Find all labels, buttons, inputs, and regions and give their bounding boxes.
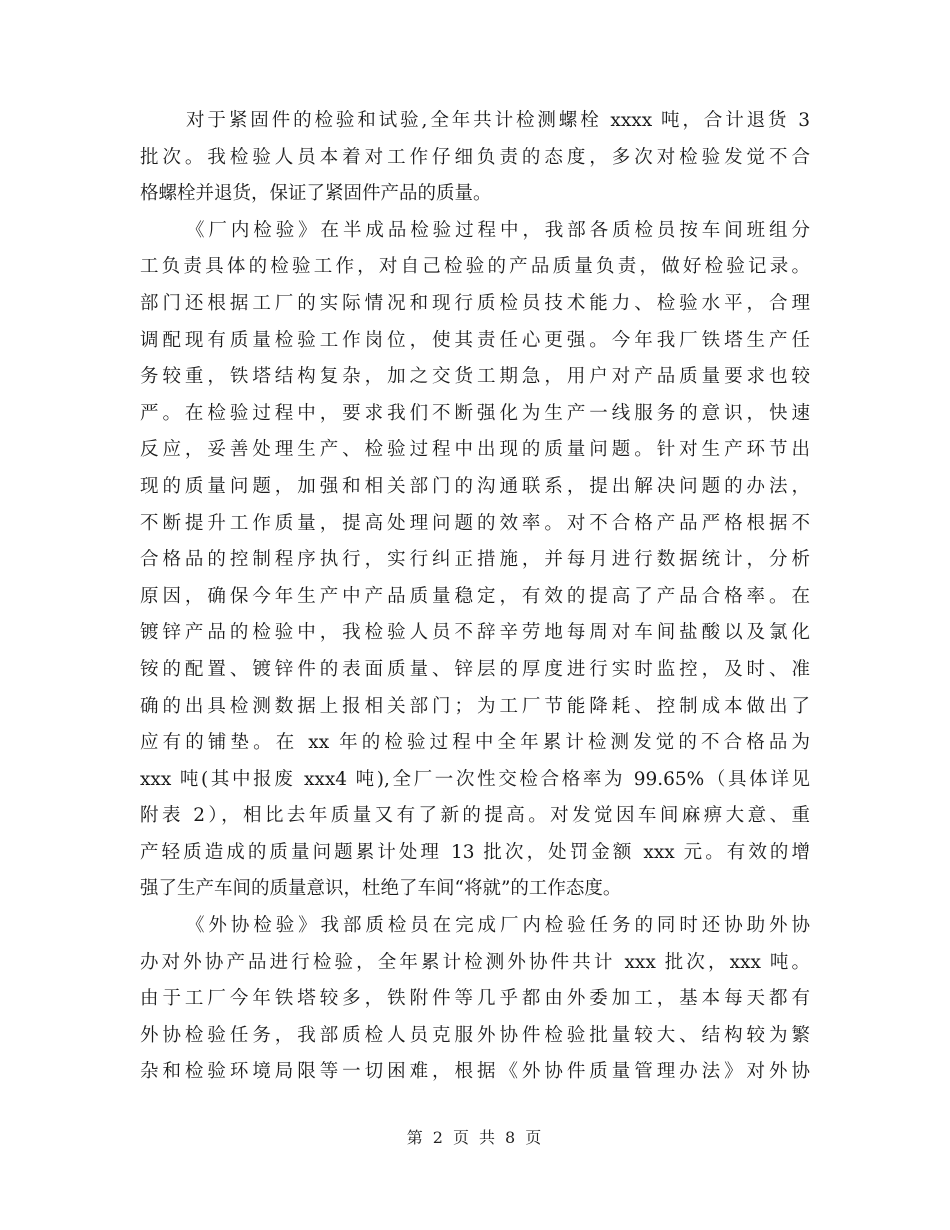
page-footer [0,1125,950,1148]
text-line: 对于紧固件的检验和试验,全年共计检测螺栓 xxxx 吨，合计退货 3 [186,110,810,131]
text-line: 外协检验任务，我部质检人员克服外协件检验批量较大、结构较为繁 [140,1024,810,1046]
text-line: 反应，妥善处理生产、检验过程中出现的质量问题。针对生产环节出 [140,439,810,461]
text-line: 合格品的控制程序执行，实行纠正措施，并每月进行数据统计，分析 [140,549,810,571]
text-line: 产轻质造成的质量问题累计处理 13 批次，处罚金额 xxx 元。有效的增 [140,841,810,863]
text-line: 务较重，铁塔结构复杂，加之交货工期急，用户对产品质量要求也较 [140,366,810,388]
text-line: 镀锌产品的检验中，我检验人员不辞辛劳地每周对车间盐酸以及氯化 [140,622,810,644]
text-line: 强了生产车间的质量意识，杜绝了车间“将就”的工作态度。 [140,878,622,900]
text-line: 铵的配置、镀锌件的表面质量、锌层的厚度进行实时监控，及时、准 [140,658,810,680]
document-body [140,103,810,1091]
total-pages-number: 8 [505,1128,518,1147]
text-line: 工负责具体的检验工作，对自己检验的产品质量负责，做好检验记录。 [140,256,810,278]
text-line: 格螺栓并退货，保证了紧固件产品的质量。 [140,183,492,205]
text-line: 应有的铺垫。在 xx 年的检验过程中全年累计检测发觉的不合格品为 [140,732,810,754]
current-page-number: 2 [432,1128,445,1147]
text-line: 不断提升工作质量，提高处理问题的效率。对不合格产品严格根据不 [140,512,810,534]
text-line: 部门还根据工厂的实际情况和现行质检员技术能力、检验水平，合理 [140,292,810,314]
page-label: 第 [406,1128,425,1147]
text-line: 调配现有质量检验工作岗位，使其责任心更强。今年我厂铁塔生产任 [140,329,810,351]
text-line: 确的出具检测数据上报相关部门；为工厂节能降耗、控制成本做出了 [140,695,810,717]
text-line: 办对外协产品进行检验，全年累计检测外协件共计 xxx 批次，xxx 吨。 [140,951,810,973]
text-line: 批次。我检验人员本着对工作仔细负责的态度，多次对检验发觉不合 [140,146,810,168]
text-line: 《厂内检验》在半成品检验过程中，我部各质检员按车间班组分 [186,219,810,241]
text-line: 附表 2），相比去年质量又有了新的提高。对发觉因车间麻痹大意、重 [140,805,810,827]
text-line: 《外协检验》我部质检员在完成厂内检验任务的同时还协助外协 [186,915,810,937]
text-line: 严。在检验过程中，要求我们不断强化为生产一线服务的意识，快速 [140,402,810,424]
text-line: 现的质量问题，加强和相关部门的沟通联系，提出解决问题的办法， [140,475,810,497]
text-line: xxx 吨(其中报废 xxx4 吨),全厂一次性交检合格率为 99.65%（具体详见 [140,768,810,790]
text-line: 杂和检验环境局限等一切困难，根据《外协件质量管理办法》对外协 [140,1061,810,1083]
total-label: 共 [479,1128,498,1147]
page-unit-label: 页 [452,1128,471,1147]
text-line: 原因，确保今年生产中产品质量稳定，有效的提高了产品合格率。在 [140,585,810,607]
total-unit-label: 页 [525,1128,544,1147]
text-line: 由于工厂今年铁塔较多，铁附件等几乎都由外委加工，基本每天都有 [140,988,810,1010]
